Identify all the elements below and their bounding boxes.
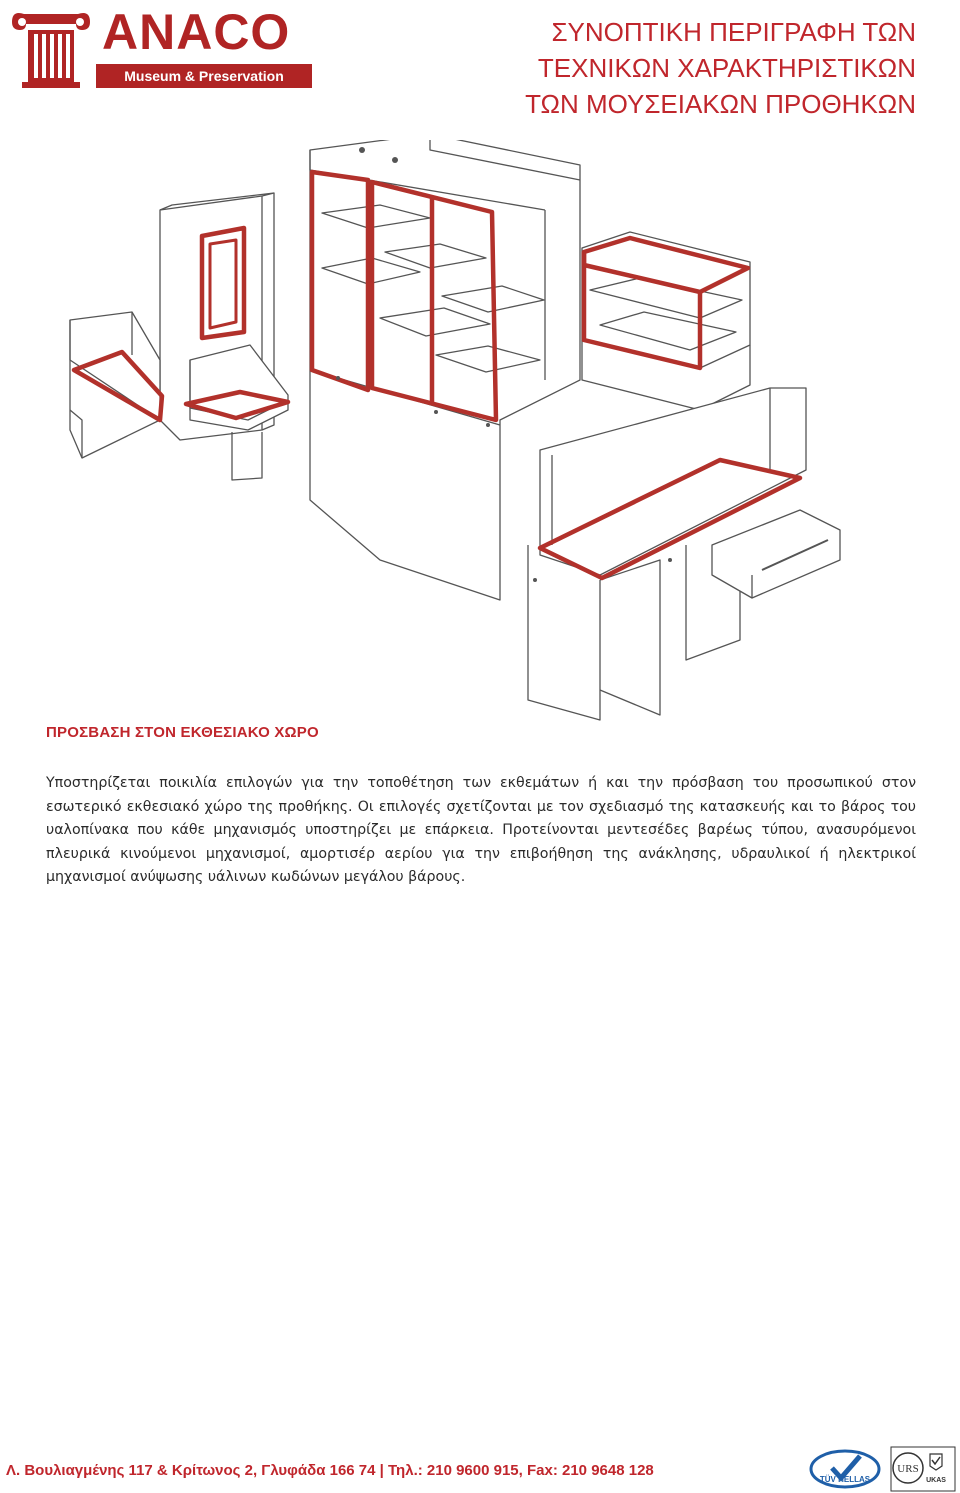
page-title-line: ΤΕΧΝΙΚΩΝ ΧΑΡΑΚΤΗΡΙΣΤΙΚΩΝ xyxy=(537,53,916,83)
logo-tagline: Museum & Preservation Systems xyxy=(96,64,312,88)
page-title-line: ΣΥΝΟΠΤΙΚΗ ΠΕΡΙΓΡΑΦΗ ΤΩΝ xyxy=(551,17,916,47)
urs-ukas-certification-icon xyxy=(890,1446,956,1492)
page-title xyxy=(436,14,916,122)
museum-display-cases-drawing xyxy=(0,140,960,730)
section-heading: ΠΡΟΣΒΑΣΗ ΣΤΟΝ ΕΚΘΕΣΙΑΚΟ ΧΩΡΟ xyxy=(46,724,319,741)
logo-wordmark: ANACO xyxy=(102,4,291,60)
tuv-badge-text: TÜV HELLAS xyxy=(819,1475,871,1484)
column-emblem-icon xyxy=(8,8,94,90)
tuv-hellas-certification-icon xyxy=(808,1448,882,1490)
section-body-text: Υποστηρίζεται ποικιλία επιλογών για την τοποθέτηση των εκθεμάτων ή και την πρόσβαση του προσωπικού στον εσωτερικό εκθεσιακό χώρο της προθήκης. Οι επιλογές σχετίζονται με τον σχεδιασμό της κατασκευής και το βάρος του υαλοπίνακα που κάθε μηχανισμός υποστηρίζει με επάρκεια. Προτείνονται μεντεσέδες βαρέως τύπου, ανασυρόμενοι πλευρικά κινούμενοι μηχανισμοί, αμορτισέρ αερίου για την επιβοήθηση της ανάκλησης, υδραυλικοί ή ηλεκτρικοί μηχανισμοί ανύψωσης υάλινων κωδώνων μεγάλου βάρους. xyxy=(46,775,916,886)
footer-address: Λ. Βουλιαγμένης 117 & Κρίτωνος 2, Γλυφάδα 166 74 | Τηλ.: 210 9600 915, Fax: 210 9648 128 xyxy=(6,1462,654,1479)
company-logo xyxy=(8,4,308,108)
page-title-line: ΤΩΝ ΜΟΥΣΕΙΑΚΩΝ ΠΡΟΘΗΚΩΝ xyxy=(525,89,916,119)
urs-badge-text: URS xyxy=(897,1463,919,1475)
ukas-badge-text: UKAS xyxy=(926,1477,946,1484)
